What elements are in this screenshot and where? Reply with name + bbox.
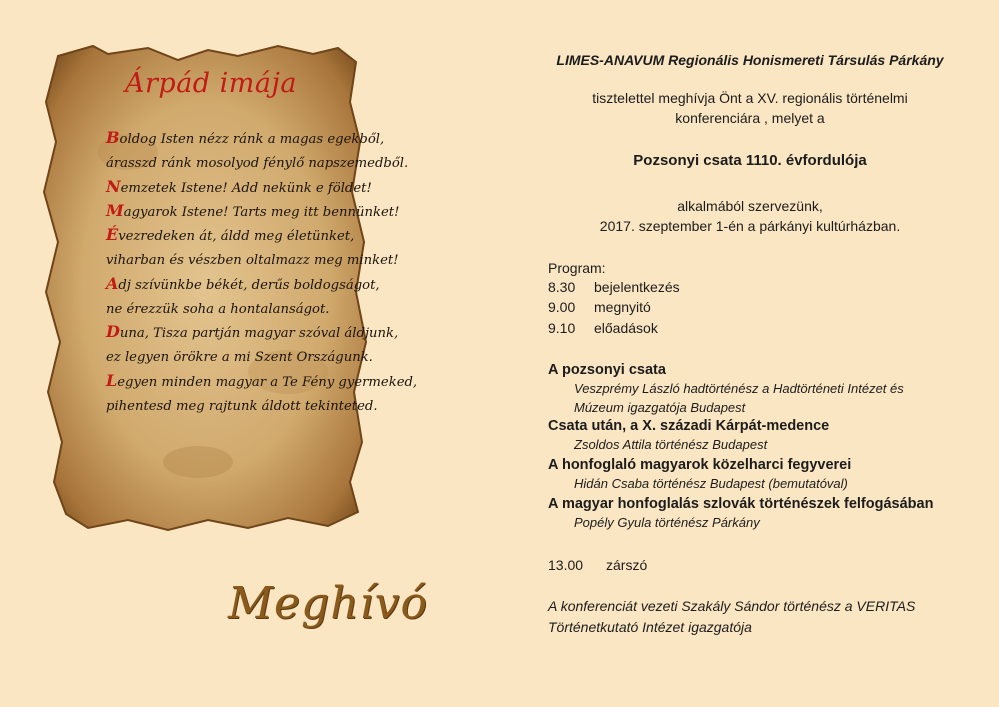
- program-item: előadások: [594, 320, 658, 336]
- poem-line-text: egyen minden magyar a Te Fény gyermeked,: [117, 374, 418, 390]
- invitation-heading: Meghívó: [228, 578, 429, 629]
- poem-line: [106, 344, 406, 368]
- poem-initial: L: [106, 370, 118, 390]
- poem-line-text: emzetek Istene! Add nekünk e földet!: [120, 180, 372, 196]
- organizer: LIMES-ANAVUM Regionális Honismereti Társulás Párkány: [556, 52, 944, 68]
- poem-line: [106, 272, 406, 296]
- lecture-title: Csata után, a X. századi Kárpát-medence: [548, 418, 830, 434]
- lecture-title: A magyar honfoglalás szlovák történészek felfogásában: [548, 496, 934, 512]
- program-row: [548, 318, 658, 338]
- poem-line-text: ne érezzük soha a hontalanságot.: [106, 301, 330, 317]
- poem-line-text: árasszd ránk mosolyod fénylő napszemedből.: [106, 156, 409, 172]
- poem-line: [106, 150, 409, 174]
- poem-line-text: vezredeken át, áldd meg életünket,: [118, 229, 355, 244]
- program-item: megnyitó: [594, 299, 651, 315]
- program-time: 9.00: [548, 299, 576, 315]
- poem-line: [106, 393, 406, 417]
- poem-line-text: dj szívünkbe békét, derűs boldogságot,: [118, 277, 380, 293]
- poem-line: [106, 247, 406, 271]
- poem-title: Árpád imája: [125, 68, 297, 99]
- lecture-speaker: Zsoldos Attila történész Budapest: [574, 437, 768, 452]
- poem-line-text: oldog Isten nézz ránk a magas egekből,: [119, 132, 385, 147]
- poem-line: [106, 199, 406, 223]
- occasion-line-1: alkalmából szervezünk,: [677, 198, 823, 214]
- closing-item: zárszó: [606, 557, 648, 573]
- program-row: [548, 297, 651, 317]
- poem-line-text: ez legyen örökre a mi Szent Országunk.: [106, 350, 373, 366]
- poem-line-text: una, Tisza partján magyar szóval áldjunk,: [119, 326, 399, 341]
- lecture-title: A pozsonyi csata: [548, 362, 666, 378]
- lecture-title: A honfoglaló magyarok közelharci fegyverei: [548, 457, 852, 473]
- poem-line: [106, 175, 406, 199]
- poem-line-text: pihentesd meg rajtunk áldott tekinteted.: [106, 398, 378, 414]
- program-label: Program:: [548, 260, 606, 276]
- poem-line: [106, 320, 406, 344]
- lecture-speaker: Veszprémy László hadtörténész a Hadtörténeti Intézet és: [574, 381, 904, 396]
- poem-lines: [106, 126, 418, 417]
- program-row: [548, 277, 680, 297]
- program-time: 9.10: [548, 320, 576, 336]
- poem-initial: D: [106, 322, 120, 341]
- event-title: Pozsonyi csata 1110. évfordulója: [633, 152, 867, 169]
- lecture-speaker: Múzeum igazgatója Budapest: [574, 400, 746, 415]
- closing-row: [548, 555, 647, 575]
- poem-initial: M: [106, 200, 124, 220]
- parchment-scroll: [38, 42, 418, 532]
- poem-initial: B: [106, 128, 120, 147]
- poem-line: [106, 369, 418, 393]
- poem-initial: A: [106, 273, 119, 293]
- poem-line-text: viharban és vészben oltalmazz meg minket!: [106, 253, 399, 269]
- poem-line: [106, 223, 406, 247]
- poem-line: [106, 296, 406, 320]
- poem-initial: N: [106, 176, 121, 196]
- program-time: 8.30: [548, 279, 576, 295]
- closing-time: 13.00: [548, 557, 584, 573]
- lecture-speaker: Hidán Csaba történész Budapest (bemutatóval): [574, 476, 848, 491]
- poem-initial: É: [106, 225, 119, 244]
- intro-line-2: konferenciára , melyet a: [675, 110, 825, 126]
- footer-line-2: Történetkutató Intézet igazgatója: [548, 619, 752, 635]
- occasion-line-2: 2017. szeptember 1-én a párkányi kultúrházban.: [599, 218, 901, 234]
- lecture-speaker: Popély Gyula történész Párkány: [574, 515, 760, 530]
- poem-line: [106, 126, 406, 150]
- footer-line-1: A konferenciát vezeti Szakály Sándor történész a VERITAS: [548, 598, 916, 614]
- poem-line-text: agyarok Istene! Tarts meg itt bennünket!: [123, 204, 400, 220]
- program-item: bejelentkezés: [594, 279, 680, 295]
- intro-line-1: tisztelettel meghívja Önt a XV. regionális történelmi: [592, 90, 908, 106]
